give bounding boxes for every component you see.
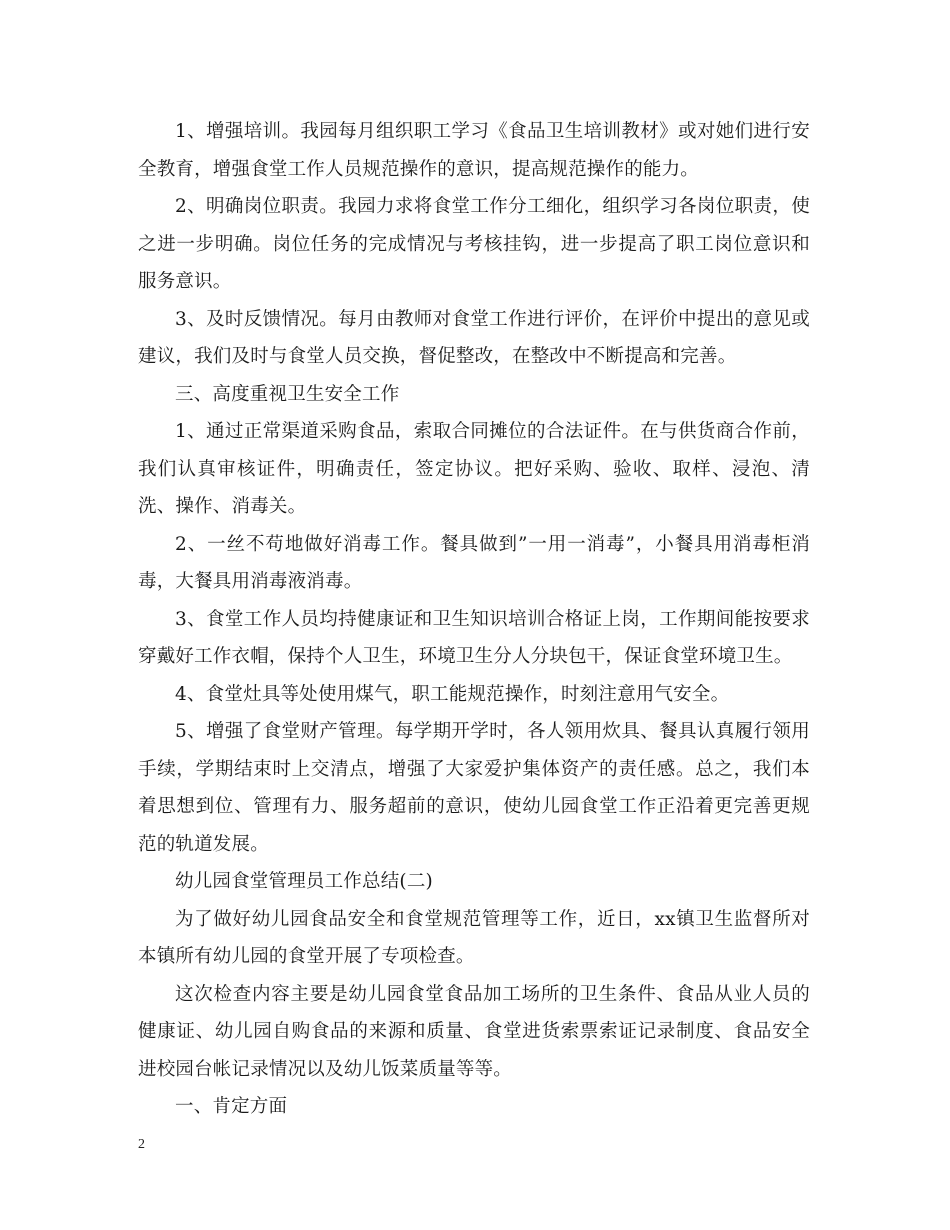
section-title-summary-two: 幼儿园食堂管理员工作总结(二) — [175, 871, 433, 892]
paragraph-training: 1、增强培训。我园每月组织职工学习《食品卫生培训教材》或对她们进行安全教育，增强食堂工作人员规范操作的意识，提高规范操作的能力。 — [138, 121, 810, 180]
paragraph-job-duties: 2、明确岗位职责。我园力求将食堂工作分工细化，组织学习各岗位职责，使之进一步明确。岗位任务的完成情况与考核挂钩，进一步提高了职工岗位意识和服务意识。 — [138, 196, 810, 292]
document-body — [138, 113, 810, 1126]
paragraph-gas-safety: 4、食堂灶具等处使用煤气，职工能规范操作，时刻注意用气安全。 — [175, 683, 730, 705]
paragraph-inspection-intro: 为了做好幼儿园食品安全和食堂规范管理等工作，近日，xx镇卫生监督所对本镇所有幼儿园的食堂开展了专项检查。 — [138, 908, 810, 967]
section-heading-hygiene-safety: 三、高度重视卫生安全工作 — [175, 383, 400, 405]
paragraph-procurement: 1、通过正常渠道采购食品，索取合同摊位的合法证件。在与供货商合作前，我们认真审核证件，明确责任，签定协议。把好采购、验收、取样、浸泡、清洗、操作、消毒关。 — [138, 421, 810, 517]
page-number: 2 — [138, 1137, 145, 1152]
paragraph-feedback: 3、及时反馈情况。每月由教师对食堂工作进行评价，在评价中提出的意见或建议，我们及时与食堂人员交换，督促整改，在整改中不断提高和完善。 — [138, 308, 810, 367]
paragraph-disinfection: 2、一丝不苟地做好消毒工作。餐具做到”一用一消毒”，小餐具用消毒柜消毒，大餐具用消毒液消毒。 — [138, 533, 810, 592]
section-heading-positive-aspects: 一、肯定方面 — [175, 1096, 288, 1117]
paragraph-health-certificates: 3、食堂工作人员均持健康证和卫生知识培训合格证上岗，工作期间能按要求穿戴好工作衣帽，保持个人卫生，环境卫生分人分块包干，保证食堂环境卫生。 — [138, 608, 810, 667]
paragraph-inspection-content: 这次检查内容主要是幼儿园食堂食品加工场所的卫生条件、食品从业人员的健康证、幼儿园自购食品的来源和质量、食堂进货索票索证记录制度、食品安全进校园台帐记录情况以及幼儿饭菜质量等等。 — [138, 983, 810, 1080]
paragraph-property-management: 5、增强了食堂财产管理。每学期开学时，各人领用炊具、餐具认真履行领用手续，学期结束时上交清点，增强了大家爱护集体资产的责任感。总之，我们本着思想到位、管理有力、服务超前的意识，使幼儿园食堂工作正沿着更完善更规范的轨道发展。 — [138, 721, 810, 855]
